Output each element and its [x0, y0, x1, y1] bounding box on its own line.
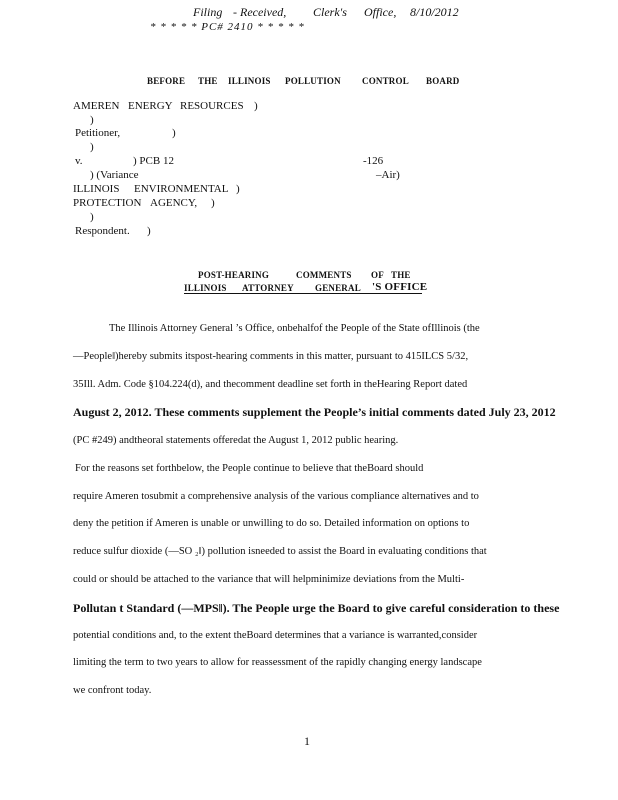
- body-line: Pollutan t Standard (—MPS‖). The People urge the Board to give careful consideration to these: [73, 601, 560, 615]
- body-line: limiting the term to two years to allow for reassessment of the rapidly changing energy landscape: [73, 657, 482, 668]
- title-word: OF: [371, 270, 384, 280]
- body-line: —People‖)hereby submits itspost-hearing comments in this matter, pursuant to 415ILCS 5/32,: [73, 351, 469, 362]
- caption-paren: ): [211, 197, 215, 209]
- title-word: 'S OFFICE: [372, 281, 428, 293]
- caption-paren: ): [90, 141, 94, 153]
- stamp-word: - Received,: [233, 5, 287, 19]
- body-line: we confront today.: [73, 685, 152, 696]
- body-line: 35Ill. Adm. Code §104.224(d), and thecomment deadline set forth in theHearing Report dated: [73, 379, 468, 390]
- title-word: ATTORNEY: [242, 283, 294, 293]
- body-line: could or should be attached to the variance that will helpminimize deviations from the Multi-: [73, 574, 465, 585]
- title-word: COMMENTS: [296, 270, 352, 280]
- petitioner-name-word: AMEREN: [73, 100, 120, 112]
- caption-paren: ): [254, 100, 258, 112]
- caption-paren: ): [90, 211, 94, 223]
- heading-word: BOARD: [426, 76, 460, 86]
- stamp-word: Office,: [364, 5, 397, 19]
- page-number: 1: [304, 734, 310, 748]
- body-line: require Ameren tosubmit a comprehensive analysis of the various compliance alternatives and to: [73, 491, 479, 502]
- stamp-word: Filing: [193, 5, 223, 19]
- caption-paren: ): [236, 183, 240, 195]
- heading-word: CONTROL: [362, 76, 409, 86]
- pcb-label: ) PCB 12: [133, 155, 174, 167]
- heading-word: BEFORE: [147, 76, 186, 86]
- air-label: –Air): [376, 169, 400, 181]
- petitioner-name-word: RESOURCES: [180, 100, 244, 112]
- heading-word: ILLINOIS: [228, 76, 271, 86]
- caption-paren: ): [90, 114, 94, 126]
- respondent-name-word: ENVIRONMENTAL: [134, 183, 229, 195]
- body-line: deny the petition if Ameren is unable or unwilling to do so. Detailed information on options to: [73, 518, 470, 529]
- title-word: POST-HEARING: [198, 270, 270, 280]
- filing-stamp-line2: * * * * * PC# 2410 * * * * *: [150, 21, 305, 33]
- stamp-date: 8/10/2012: [410, 5, 459, 19]
- body-line: The Illinois Attorney General ’s Office, onbehalfof the People of the State ofIllinois (the: [109, 323, 480, 334]
- respondent-name-word: AGENCY,: [150, 197, 198, 209]
- variance-label: ) (Variance: [90, 169, 139, 181]
- body-line: August 2, 2012. These comments supplement the People’s initial comments dated July 23, 2012: [73, 405, 556, 419]
- petitioner-label: Petitioner,: [75, 127, 121, 139]
- body-line: potential conditions and, to the extent theBoard determines that a variance is warranted,consider: [73, 630, 478, 641]
- respondent-name-word: ILLINOIS: [73, 183, 120, 195]
- title-word: ILLINOIS: [184, 283, 227, 293]
- versus-label: v.: [75, 155, 83, 167]
- case-number: -126: [363, 155, 384, 167]
- body-line: reduce sulfur dioxide (—SO ₂‖) pollution isneeded to assist the Board in evaluating conditions that: [73, 546, 487, 557]
- title-word: GENERAL: [315, 283, 361, 293]
- body-line: (PC #249) andtheoral statements offeredat the August 1, 2012 public hearing.: [73, 435, 399, 446]
- respondent-label: Respondent.: [75, 225, 130, 237]
- caption-paren: ): [147, 225, 151, 237]
- petitioner-name-word: ENERGY: [128, 100, 173, 112]
- stamp-word: Clerk's: [313, 5, 347, 19]
- caption-paren: ): [172, 127, 176, 139]
- title-word: THE: [391, 270, 411, 280]
- heading-word: THE: [198, 76, 218, 86]
- respondent-name-word: PROTECTION: [73, 197, 142, 209]
- heading-word: POLLUTION: [285, 76, 341, 86]
- body-line: For the reasons set forthbelow, the People continue to believe that theBoard should: [75, 463, 424, 474]
